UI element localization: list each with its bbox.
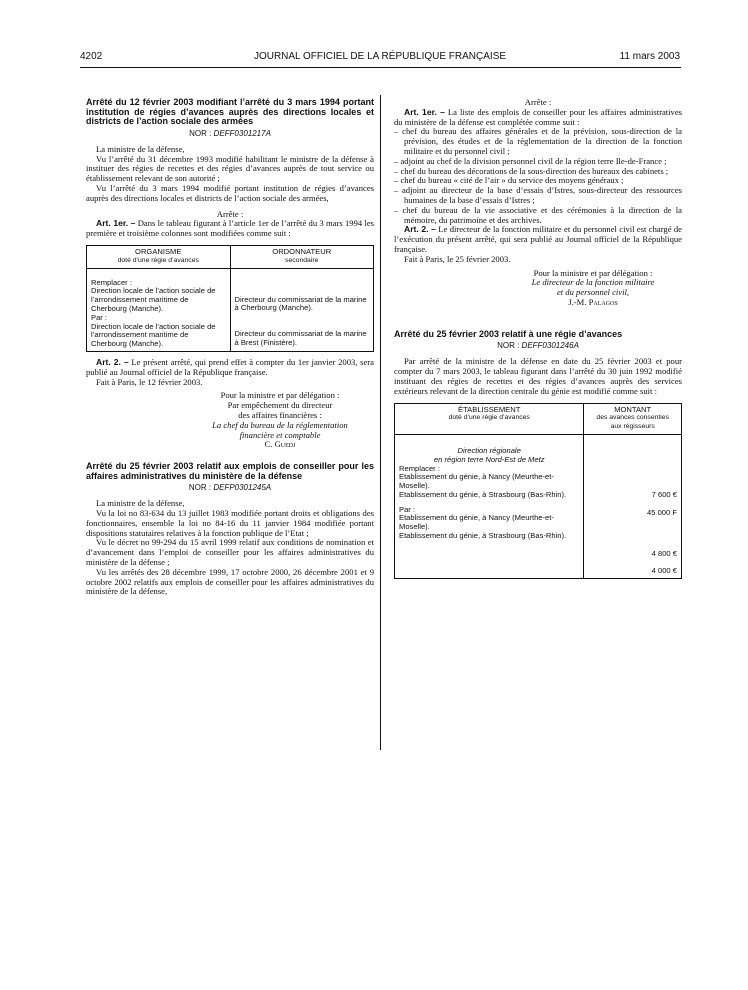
nor-reference	[86, 483, 374, 492]
header-caption: ORDONNATEUR	[272, 246, 332, 256]
arrete-heading: Arrête :	[524, 97, 552, 107]
decree-title: Arrêté du 25 février 2003 relatif à une régie d’avances	[394, 328, 623, 339]
left-column	[86, 98, 374, 597]
nor-code: DEFP0301245A	[213, 483, 272, 493]
amount: 7 600 €	[651, 489, 677, 499]
nor-code: DEFF0301246A	[521, 341, 579, 351]
header-subcaption: aux régisseurs	[610, 423, 655, 431]
amount: 4 000 €	[651, 566, 677, 576]
list-item: – chef du bureau des affaires générales et de la prévision, sous-direction de la prévision, des études et de la réglementation de la direction de la fonction militaire et du personnel civil ;	[394, 127, 682, 156]
column-divider	[380, 95, 381, 750]
right-column	[394, 98, 682, 579]
header-caption: ORGANISME	[135, 246, 182, 256]
signature-line: Pour la ministre et par délégation :	[220, 390, 340, 401]
nor-reference	[86, 129, 374, 138]
decree-title: Arrêté du 12 février 2003 modifiant l’arrêté du 3 mars 1994 portant institution de régies d’avances auprès des directions locales et districts de l’action sociale des armées	[86, 97, 374, 127]
article-1	[394, 108, 682, 128]
signature-line: Par empêchement du directeur	[227, 400, 333, 411]
article-text: Le présent arrêté, qui prend effet à compter du 1er janvier 2003, sera publié au Journal officiel de la République française.	[86, 356, 374, 377]
amount: 45 000 F	[647, 507, 677, 517]
row-label: Par :	[399, 504, 416, 514]
list-item: – chef du bureau « cité de l’air » du service des moyens généraux ;	[394, 176, 682, 186]
arrete-heading: Arrête :	[216, 208, 244, 219]
region-name: en région terre Nord-Est de Metz	[433, 454, 545, 464]
ordonnateur-name: Directeur du commissariat de la marine à Cherbourg (Manche).	[234, 294, 367, 313]
page-header	[80, 51, 680, 65]
header-subcaption: secondaire	[285, 256, 319, 264]
article-label: Art. 1er. –	[404, 106, 445, 117]
nor-code: DEFF0301217A	[213, 128, 271, 138]
table-header	[87, 245, 231, 268]
row-label: Remplacer :	[91, 277, 132, 287]
paragraph: Vu le décret no 99-294 du 15 avril 1999 relatif aux conditions de nomination et d’avancement dans l’emploi de conseiller pour les affaires administratives du ministère de la défense ;	[86, 537, 374, 568]
header-caption: MONTANT	[614, 404, 652, 414]
establishment-name: Etablissement du génie, à Strasbourg (Bas-Rhin).	[399, 531, 567, 541]
issue-date: 11 mars 2003	[619, 51, 680, 62]
article-text: Dans le tableau figurant à l’article 1er de l’arrêté du 3 mars 1994 les première et troisième colonnes sont modifiées comme suit :	[86, 218, 374, 239]
paragraph: Vu l’arrêté du 3 mars 1994 modifié portant institution de régies d’avances auprès des directions locales et districts de l’action sociale des armées,	[86, 182, 374, 203]
list-item: – adjoint au chef de la division personnel civil de la région terre Ile-de-France ;	[394, 157, 682, 167]
row-label: Remplacer :	[399, 463, 440, 473]
paragraph: La ministre de la défense,	[96, 143, 185, 154]
list-item: – chef du bureau de la vie associative et des cérémonies à la direction de la mémoire, du patrimoine et des archives.	[394, 206, 682, 226]
header-caption: ÉTABLISSEMENT	[458, 404, 521, 414]
signature-line: et du personnel civil,	[556, 287, 630, 298]
list-item: – adjoint au directeur de la base d’essais d’Istres, sous-directeur des ressources humaines de la base d’essais d’Istres ;	[394, 186, 682, 206]
table-cell	[584, 434, 682, 578]
paragraph: Par arrêté de la ministre de la défense en date du 25 février 2003 et pour compter du 7 mars 2003, le tableau figurant dans l’arrêté du 30 juin 1992 modifié instituant des régies de recettes et des régies d’avances auprès des services extérieurs relevant de la direction centrale du génie est modifié comme suit :	[394, 356, 682, 396]
signature-line: Pour la ministre et par délégation :	[533, 267, 653, 278]
nor-label: NOR :	[188, 483, 212, 493]
header-subcaption: doté d’une régie d’avances	[448, 414, 530, 422]
article-2	[394, 225, 682, 254]
organisms-table	[86, 245, 374, 352]
journal-title: JOURNAL OFFICIEL DE LA RÉPUBLIQUE FRANÇAISE	[253, 51, 507, 62]
row-label: Par :	[91, 312, 108, 322]
article-label: Art. 1er. –	[96, 218, 136, 229]
signature-line: financière et comptable	[239, 429, 321, 440]
article-2	[86, 358, 374, 378]
done-at: Fait à Paris, le 25 février 2003.	[404, 253, 511, 264]
nor-label: NOR :	[189, 128, 212, 138]
establishment-name: Etablissement du génie, à Nancy (Meurthe-et-Moselle).	[399, 513, 554, 532]
list-item: – chef du bureau des décorations de la sous-direction des bureaux des cabinets ;	[394, 167, 682, 177]
table-header	[395, 403, 584, 434]
establishment-name: Etablissement du génie, à Strasbourg (Bas-Rhin).	[399, 489, 567, 499]
paragraph: Vu l’arrêté du 31 décembre 1993 modifié habilitant le ministre de la défense à instituer des régies de recettes et des régies d’avances auprès de tout service ou établissement relevant de son autorité ;	[86, 153, 374, 184]
article-text: Le directeur de la fonction militaire et du personnel civil est chargé de l’exécution du présent arrêté, qui sera publié au Journal officiel de la République française.	[394, 224, 682, 254]
signature-line: des affaires financières :	[238, 409, 322, 420]
signature-line: Le directeur de la fonction militaire	[531, 277, 655, 288]
paragraph: Vu la loi no 83-634 du 13 juillet 1983 modifiée portant droits et obligations des fonctionnaires, ensemble la loi no 84-16 du 11 janvier 1984 modifiée portant dispositions statutaires relatives à la fonction publique de l’Etat ;	[86, 508, 374, 538]
table-cell	[395, 434, 584, 578]
article-label: Art. 2. –	[404, 224, 436, 235]
decree-title: Arrêté du 25 février 2003 relatif aux emplois de conseiller pour les affaires administratives du ministère de la défense	[86, 461, 374, 481]
nor-label: NOR :	[497, 341, 520, 351]
region-name: Direction régionale	[457, 445, 521, 455]
done-at: Fait à Paris, le 12 février 2003.	[96, 376, 203, 387]
signature-line: La chef du bureau de la réglementation	[212, 419, 348, 430]
header-subcaption: doté d’une régie d’avances	[117, 256, 199, 264]
signature-block	[504, 269, 682, 308]
article-1	[86, 219, 374, 239]
ordonnateur-name: Directeur du commissariat de la marine à Brest (Finistère).	[234, 329, 367, 347]
article-label: Art. 2. –	[96, 356, 129, 367]
table-cell	[87, 268, 231, 351]
nor-reference	[394, 341, 682, 350]
signature-block	[186, 391, 374, 450]
paragraph: Vu les arrêtés des 28 décembre 1999, 17 octobre 2000, 26 décembre 2001 et 9 octobre 2002 relatifs aux emplois de conseiller pour les affaires administratives du ministère de la défense,	[86, 566, 374, 597]
positions-list	[394, 127, 682, 225]
paragraph: La ministre de la défense,	[96, 498, 185, 509]
table-header	[584, 403, 682, 434]
regie-table	[394, 403, 682, 580]
table-header	[230, 245, 374, 268]
table-cell	[230, 268, 374, 351]
page-number: 4202	[80, 51, 103, 62]
organism-name: Direction locale de l’action sociale de l’arrondissement maritime de Cherbourg (Manche).	[91, 286, 216, 313]
establishment-name: Etablissement du génie, à Nancy (Meurthe-et-Moselle).	[399, 472, 554, 491]
article-text: La liste des emplois de conseiller pour les affaires administratives du ministère de la défense est complétée comme suit :	[394, 106, 682, 127]
signatory-name: J.-M. Palagos	[568, 296, 618, 307]
header-subcaption: des avances consenties	[596, 414, 669, 422]
signatory-name: C. Guedj	[264, 439, 296, 450]
amount: 4 800 €	[651, 548, 677, 558]
organism-name: Direction locale de l’action sociale de l’arrondissement maritime de Cherbourg (Manche).	[91, 321, 216, 349]
header-rule	[80, 67, 681, 68]
